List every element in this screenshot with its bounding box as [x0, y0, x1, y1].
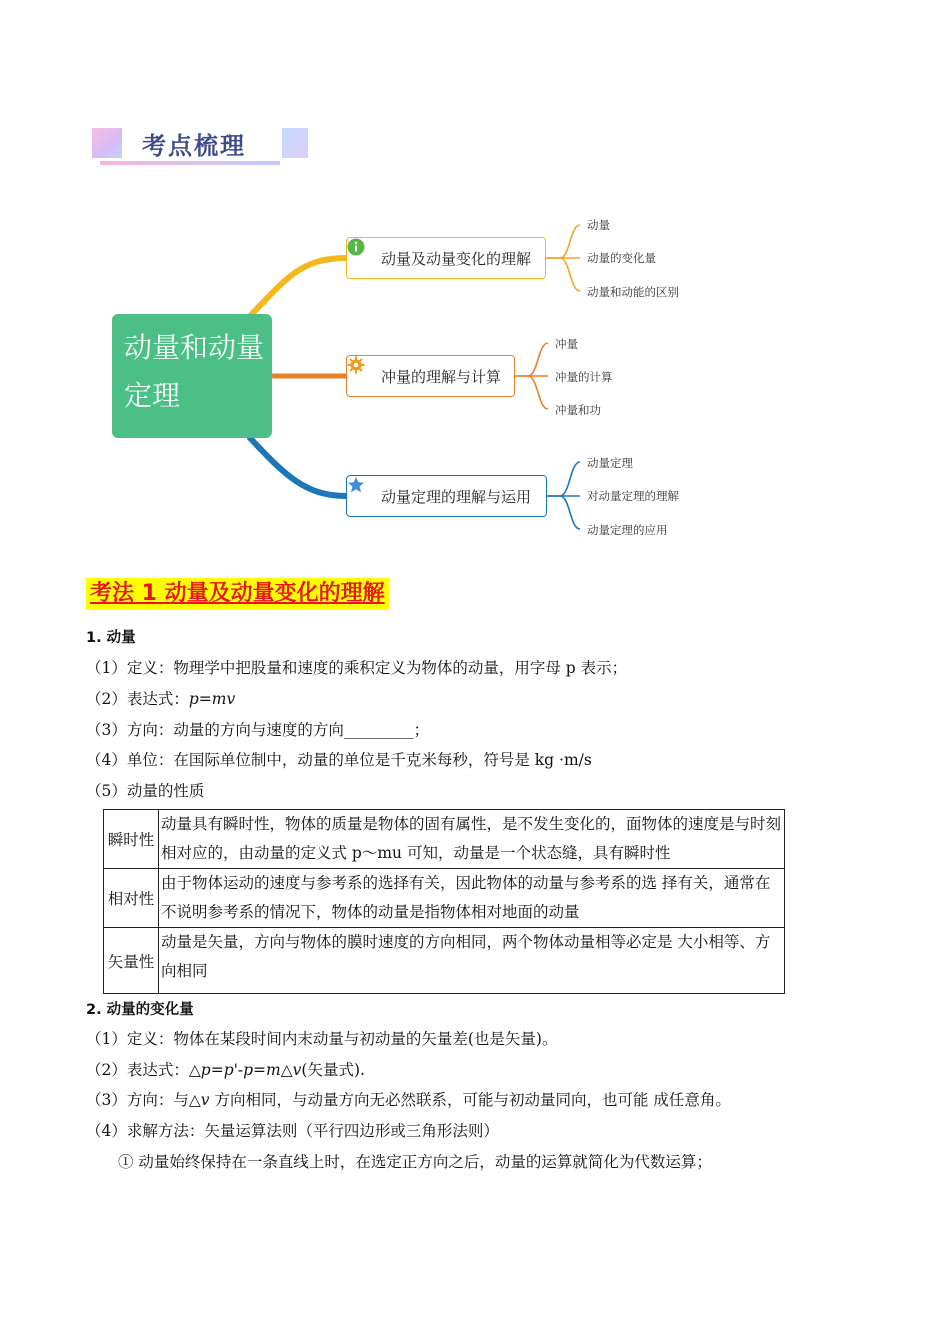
branch-node-2	[346, 355, 515, 397]
leaf-1-3: 动量和动能的区别	[587, 285, 679, 299]
info-icon	[355, 249, 373, 267]
connector-branch-1	[250, 258, 346, 316]
connector-leaf-2-3	[528, 376, 548, 409]
change-direction-formula: △v	[188, 1091, 210, 1109]
table-row	[104, 869, 785, 928]
gear-icon	[355, 367, 373, 385]
connector-leaf-3-1	[547, 462, 580, 496]
leaf-3-2: 对动量定理的理解	[587, 489, 679, 503]
expression-prefix: （2）表达式：	[86, 690, 189, 708]
leaf-1-1: 动量	[587, 218, 610, 232]
change-expression-suffix: (矢量式).	[301, 1061, 365, 1079]
momentum-properties-table	[103, 809, 785, 994]
change-direction-suffix: 方向相同，与动量方向无必然联系，可能与初动量同向，也可能 成任意角。	[209, 1091, 731, 1109]
momentum-expression	[86, 687, 235, 709]
connector-leaf-2-1	[515, 343, 548, 376]
connector-leaf-3-3	[560, 496, 580, 529]
table-row	[104, 928, 785, 994]
connector-leaf-1-1	[546, 225, 580, 258]
section-title: 考点梳理	[142, 132, 246, 160]
banner-decoration-left	[92, 128, 122, 158]
property-key: 矢量性	[104, 928, 159, 994]
star-icon	[355, 487, 373, 505]
section-banner	[92, 124, 308, 168]
property-key: 相对性	[104, 869, 159, 928]
change-solution-method: （4）求解方法：矢量运算法则（平行四边形或三角形法则）	[86, 1122, 499, 1140]
banner-decoration-right	[282, 128, 308, 158]
leaf-2-2: 冲量的计算	[555, 370, 613, 384]
momentum-unit: （4）单位：在国际单位制中，动量的单位是千克米每秒，符号是 kg ·m/s	[86, 751, 592, 769]
branch-label-1: 动量及动量变化的理解	[381, 249, 532, 268]
branch-label-3: 动量定理的理解与运用	[381, 487, 532, 506]
leaf-2-3: 冲量和功	[555, 403, 601, 417]
method-heading: 考法 1 动量及动量变化的理解	[86, 578, 389, 610]
change-definition: （1）定义：物体在某段时间内末动量与初动量的矢量差(也是矢量)。	[86, 1030, 558, 1048]
change-expression	[86, 1058, 365, 1080]
mind-map	[100, 200, 720, 555]
mind-map-root: 动量和动量定理	[112, 314, 272, 438]
property-value: 由于物体运动的速度与参考系的选择有关，因此物体的动量与参考系的选 择有关，通常在不说明参考系的情况下，物体的动量是指物体相对地面的动量	[159, 869, 785, 928]
section-heading-momentum: 1. 动量	[86, 630, 136, 646]
table-row	[104, 810, 785, 869]
branch-label-2: 冲量的理解与计算	[381, 367, 502, 386]
section-heading-momentum-change: 2. 动量的变化量	[86, 1002, 194, 1018]
connector-branch-3	[250, 438, 346, 496]
momentum-direction: （3）方向：动量的方向与速度的方向_________；	[86, 721, 430, 739]
change-method-item-1: ① 动量始终保持在一条直线上时，在选定正方向之后，动量的运算就简化为代数运算；	[118, 1153, 712, 1171]
expression-formula: p=mv	[188, 690, 236, 708]
branch-node-3	[346, 475, 547, 517]
property-value: 动量是矢量，方向与物体的膜时速度的方向相同，两个物体动量相等必定是 大小相等、方向相同	[159, 928, 785, 994]
momentum-definition: （1）定义：物理学中把股量和速度的乘积定义为物体的动量，用字母 p 表示；	[86, 659, 628, 677]
connector-leaf-1-3	[560, 258, 580, 291]
change-expression-formula: △p=p'-p=m△v	[188, 1061, 302, 1079]
leaf-2-1: 冲量	[555, 337, 578, 351]
property-value: 动量具有瞬时性，物体的质量是物体的固有属性，是不发生变化的，面物体的速度是与时刻相对应的，由动量的定义式 p～mu 可知，动量是一个状态缝，具有瞬时性	[159, 810, 785, 869]
banner-underline	[100, 161, 280, 165]
leaf-3-3: 动量定理的应用	[587, 523, 668, 537]
branch-node-1	[346, 237, 546, 279]
leaf-1-2: 动量的变化量	[587, 251, 656, 265]
leaf-3-1: 动量定理	[587, 456, 633, 470]
momentum-properties-label: （5）动量的性质	[86, 782, 205, 800]
change-direction	[86, 1088, 731, 1110]
change-expression-prefix: （2）表达式：	[86, 1061, 189, 1079]
property-key: 瞬时性	[104, 810, 159, 869]
change-direction-prefix: （3）方向：与	[86, 1091, 189, 1109]
